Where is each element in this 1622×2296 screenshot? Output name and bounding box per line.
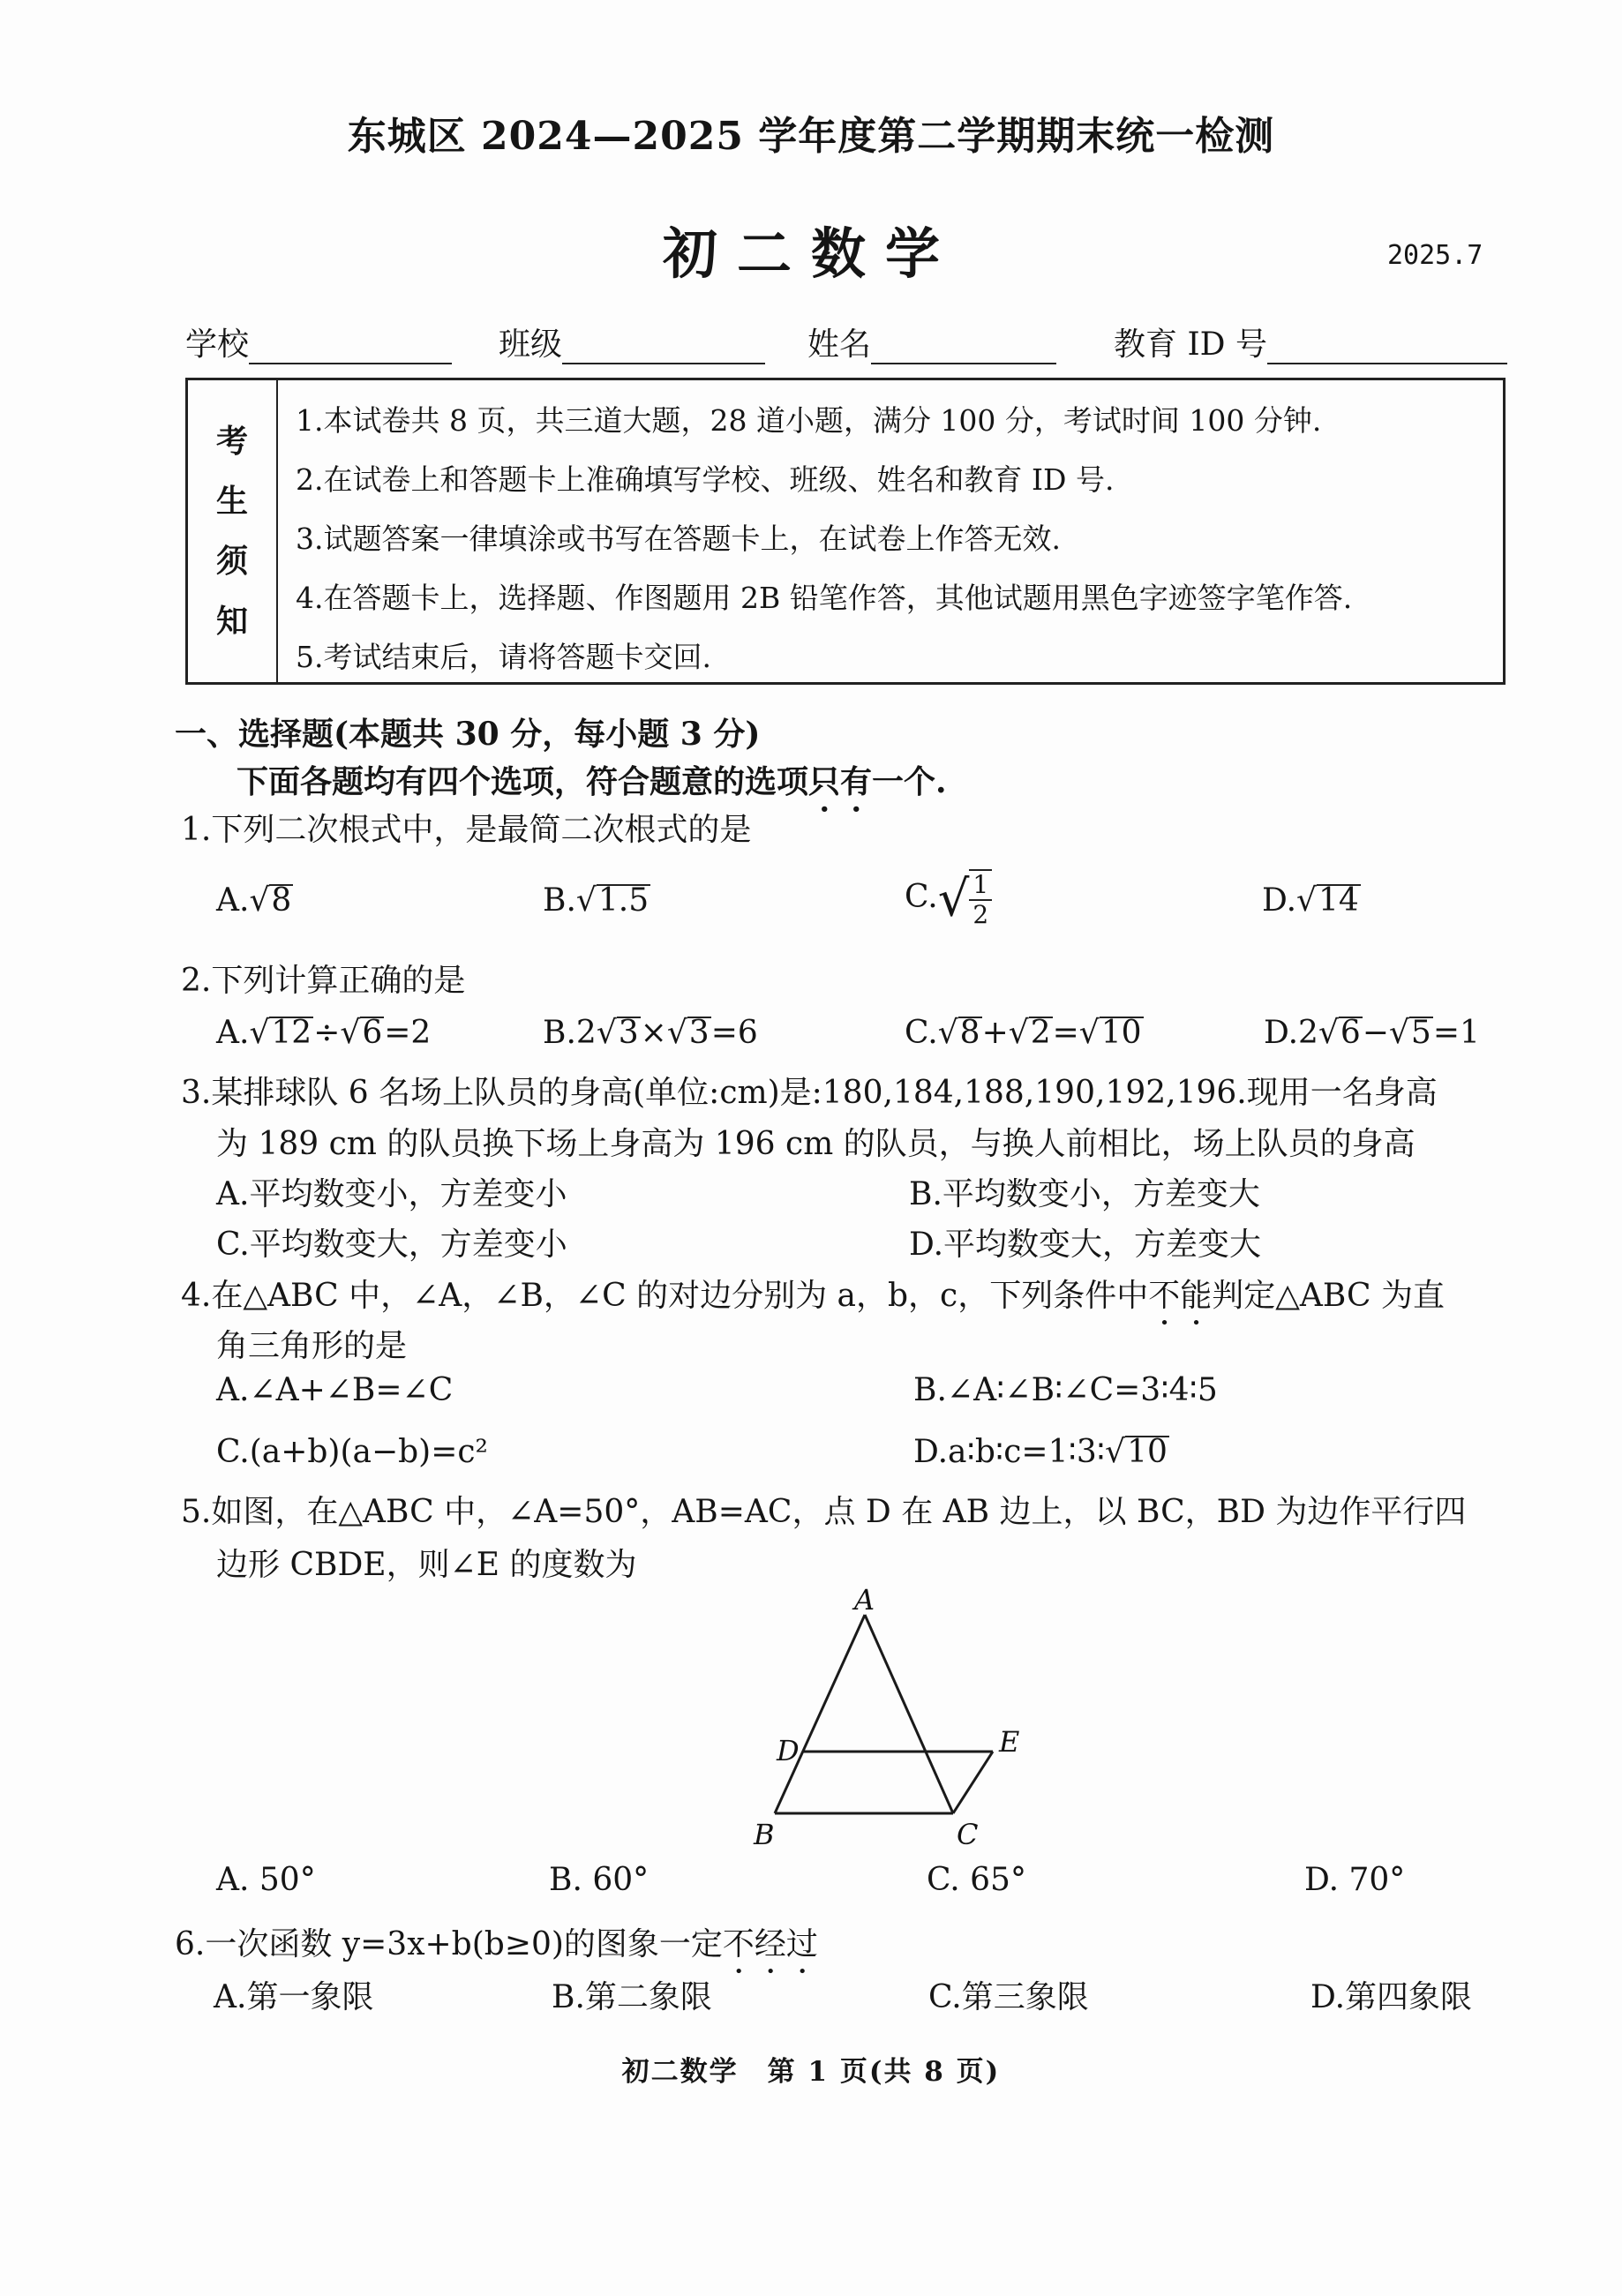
school-label: 学校 [185, 326, 250, 363]
q6-option-d: D.第四象限 [1310, 1979, 1473, 2015]
instruction-text: 下面各题均有四个选项，符合题意的选项 [237, 763, 809, 800]
education-id-blank [1267, 331, 1507, 364]
label-c: C [957, 1818, 979, 1851]
operator: − [1362, 1015, 1389, 1051]
q4-emphasis: 不能 [1148, 1278, 1213, 1314]
notice-label-char: 考 [215, 423, 248, 460]
q6-option-a: A.第一象限 [214, 1979, 374, 2015]
notice-label-char: 生 [215, 483, 248, 520]
class-blank [562, 331, 765, 364]
q2-option-c: C.√8+√2=√10 [905, 1015, 1142, 1051]
q5-option-d: D. 70° [1304, 1862, 1406, 1898]
page-footer: 初二数学 第 1 页(共 8 页) [621, 2056, 1001, 2088]
q6-option-c: C.第三象限 [928, 1979, 1089, 2015]
q5-option-a: A. 50° [216, 1862, 316, 1898]
q2-option-b: B.2√3×√3=6 [543, 1015, 758, 1051]
q4-option-b: B.∠A∶∠B∶∠C=3∶4∶5 [913, 1372, 1218, 1408]
radicand: 5 [1410, 1015, 1431, 1051]
q4-option-c: C.(a+b)(a−b)=c² [216, 1434, 488, 1470]
q5-option-b: B. 60° [549, 1862, 650, 1898]
q5-parallelogram-figure [741, 1588, 1041, 1853]
radicand: 3 [618, 1015, 639, 1051]
option-label: B. [543, 882, 576, 919]
option-label: D. [1262, 882, 1297, 919]
question-5-line-2: 边形 CBDE，则∠E 的度数为 [216, 1547, 637, 1583]
radicand: 1.5 [597, 882, 650, 919]
radicand: 8 [271, 882, 292, 919]
exam-date: 2025.7 [1387, 240, 1483, 271]
education-id-field [1114, 319, 1507, 364]
q3-option-c: C.平均数变大，方差变小 [216, 1227, 567, 1263]
q1-option-d: D.√14 [1262, 882, 1359, 919]
q4-d-text: D.a∶b∶c=1∶3∶ [913, 1434, 1106, 1470]
option-label: A. [216, 882, 250, 919]
numerator: 1 [969, 871, 992, 901]
notice-items [296, 391, 1352, 687]
q3-option-b: B.平均数变小，方差变大 [909, 1176, 1260, 1212]
side-ac [865, 1615, 953, 1813]
education-id-label: 教育 ID 号 [1114, 326, 1267, 363]
q6-text: 6.一次函数 y=3x+b(b≥0)的图象一定 [175, 1926, 723, 1962]
radicand: 3 [688, 1015, 710, 1051]
q4-option-d: D.a∶b∶c=1∶3∶√10 [913, 1434, 1168, 1470]
question-3-line-2: 为 189 cm 的队员换下场上身高为 196 cm 的队员，与换人前相比，场上队员的身高 [216, 1126, 1415, 1162]
radicand: 10 [1127, 1434, 1168, 1470]
notice-item: 4.在答题卡上，选择题、作图题用 2B 铅笔作答，其他试题用黑色字迹签字笔作答. [296, 581, 1353, 615]
class-field [499, 319, 765, 364]
fraction [969, 869, 992, 929]
q1-option-b: B.√1.5 [543, 882, 650, 919]
q1-option-a: A.√8 [216, 882, 292, 919]
radicand: 2 [1030, 1015, 1051, 1051]
result: =6 [710, 1015, 758, 1051]
notice-label-char: 知 [215, 603, 248, 640]
name-field [807, 319, 1056, 364]
q3-option-d: D.平均数变大，方差变大 [909, 1227, 1262, 1263]
q4-option-a: A.∠A+∠B=∠C [216, 1372, 454, 1408]
q6-emphasis: 不经过 [722, 1926, 818, 1962]
result: =2 [384, 1015, 432, 1051]
question-5-line-1: 5.如图，在△ABC 中，∠A=50°，AB=AC，点 D 在 AB 边上，以 BC，BD 为边作平行四 [181, 1494, 1467, 1530]
option-label: C. [905, 879, 938, 915]
label-a: A [854, 1588, 875, 1617]
subject-title: 初二数学 [662, 221, 959, 286]
q3-option-a: A.平均数变小，方差变小 [216, 1176, 567, 1212]
section-title: 一、选择题(本题共 30 分，每小题 3 分) [175, 716, 761, 753]
operator: + [981, 1015, 1009, 1051]
result: =1 [1432, 1015, 1480, 1051]
radicand: 8 [959, 1015, 980, 1051]
q4-text-end: 判定△ABC 为直 [1212, 1278, 1446, 1314]
radicand: 10 [1100, 1015, 1142, 1051]
name-label: 姓名 [807, 326, 872, 363]
instruction-text-end: 一个. [872, 763, 947, 800]
q1-option-c: C.√ $\frac{1}{2}$ [905, 869, 992, 929]
class-label: 班级 [499, 326, 563, 363]
q2-option-a: A.√12÷√6=2 [216, 1015, 432, 1051]
q2-option-d: D.2√6−√5=1 [1264, 1015, 1480, 1051]
operator: ÷ [313, 1015, 341, 1051]
notice-label-char: 须 [215, 543, 248, 580]
radicand: 14 [1318, 882, 1359, 919]
exam-title: 东城区 2024—2025 学年度第二学期期末统一检测 [347, 114, 1275, 159]
notice-item: 5.考试结束后，请将答题卡交回. [296, 640, 711, 674]
label-d: D [777, 1734, 800, 1767]
option-label: B. [543, 1015, 576, 1051]
question-2-stem: 2.下列计算正确的是 [181, 963, 466, 999]
notice-item: 3.试题答案一律填涂或书写在答题卡上，在试卷上作答无效. [296, 521, 1061, 556]
option-label: A. [216, 1015, 250, 1051]
label-e: E [999, 1725, 1020, 1759]
school-blank [249, 331, 452, 364]
option-label: D. [1264, 1015, 1299, 1051]
operator: × [640, 1015, 667, 1051]
school-field [185, 319, 452, 364]
instruction-emphasis: 只有 [808, 763, 873, 800]
option-label: C. [905, 1015, 938, 1051]
side-ab [775, 1615, 865, 1813]
equals: = [1052, 1015, 1079, 1051]
q4-text: 4.在△ABC 中，∠A，∠B，∠C 的对边分别为 a，b，c，下列条件中 [181, 1278, 1149, 1314]
coefficient: 2 [575, 1015, 597, 1051]
q6-option-b: B.第二象限 [552, 1979, 712, 2015]
question-4-line-2: 角三角形的是 [216, 1328, 408, 1364]
exam-notice-box [185, 378, 1506, 685]
coefficient: 2 [1298, 1015, 1318, 1051]
radicand: 6 [362, 1015, 383, 1051]
segment-ec [953, 1752, 993, 1813]
label-b: B [754, 1818, 775, 1851]
notice-item: 1.本试卷共 8 页，共三道大题，28 道小题，满分 100 分，考试时间 100 分钟. [296, 403, 1322, 438]
notice-label [188, 380, 278, 682]
question-3-line-1: 3.某排球队 6 名场上队员的身高(单位:cm)是:180,184,188,190,192,196.现用一名身高 [181, 1075, 1438, 1111]
denominator: 2 [972, 900, 989, 929]
radicand: 6 [1340, 1015, 1361, 1051]
q5-option-c: C. 65° [927, 1862, 1026, 1898]
question-1-stem: 1.下列二次根式中，是最简二次根式的是 [181, 812, 752, 848]
notice-item: 2.在试卷上和答题卡上准确填写学校、班级、姓名和教育 ID 号. [296, 462, 1115, 497]
radicand: 12 [271, 1015, 312, 1051]
name-blank [871, 331, 1056, 364]
